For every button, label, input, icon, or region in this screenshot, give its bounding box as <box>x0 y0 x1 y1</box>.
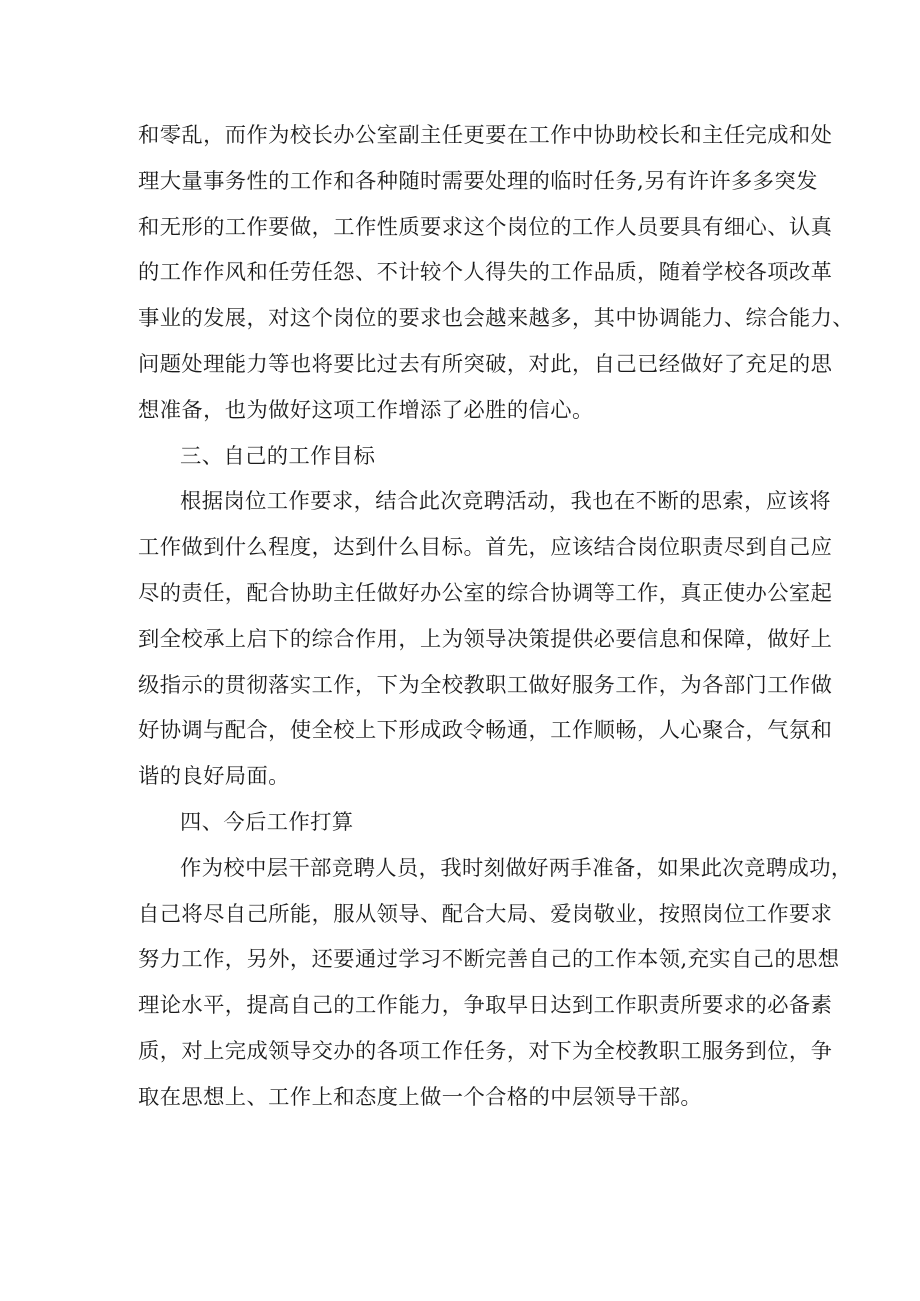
paragraph-line: 想准备，也为做好这项工作增添了必胜的信心。 <box>138 397 594 423</box>
paragraph-line: 谐的良好局面。 <box>138 764 290 790</box>
paragraph-line: 理大量事务性的工作和各种随时需要处理的临时任务,另有许许多多突发 <box>138 168 818 194</box>
paragraph-line: 尽的责任，配合协助主任做好办公室的综合协调等工作，真正使办公室起 <box>138 580 833 606</box>
paragraph-line: 根据岗位工作要求，结合此次竞聘活动，我也在不断的思索，应该将 <box>180 489 831 515</box>
paragraph-line: 事业的发展，对这个岗位的要求也会越来越多，其中协调能力、综合能力、 <box>138 306 855 332</box>
paragraph-line: 工作做到什么程度，达到什么目标。首先，应该结合岗位职责尽到自己应 <box>138 535 833 561</box>
paragraph-line: 的工作作风和任劳任怨、不计较个人得失的工作品质，随着学校各项改革 <box>138 260 833 286</box>
paragraph-line: 作为校中层干部竞聘人员，我时刻做好两手准备，如果此次竞聘成功， <box>180 855 853 881</box>
paragraph-line: 到全校承上启下的综合作用，上为领导决策提供必要信息和保障，做好上 <box>138 626 833 652</box>
paragraph-line: 问题处理能力等也将要比过去有所突破，对此，自己已经做好了充足的思 <box>138 351 833 377</box>
paragraph-line: 理论水平，提高自己的工作能力，争取早日达到工作职责所要求的必备素 <box>138 993 833 1019</box>
paragraph-line: 取在思想上、工作上和态度上做一个合格的中层领导干部。 <box>138 1084 703 1110</box>
paragraph-line: 自己将尽自己所能，服从领导、配合大局、爱岗敬业，按照岗位工作要求 <box>138 901 833 927</box>
section-heading-plans: 四、今后工作打算 <box>180 809 354 835</box>
paragraph-line: 好协调与配合，使全校上下形成政令畅通，工作顺畅，人心聚合，气氛和 <box>138 718 833 744</box>
paragraph-line: 和零乱，而作为校长办公室副主任更要在工作中协助校长和主任完成和处 <box>138 123 833 148</box>
section-heading-goals: 三、自己的工作目标 <box>180 443 376 469</box>
paragraph-line: 努力工作，另外，还要通过学习不断完善自己的工作本领,充实自己的思想 <box>138 947 840 973</box>
paragraph-line: 质，对上完成领导交办的各项工作任务，对下为全校教职工服务到位，争 <box>138 1038 833 1064</box>
paragraph-line: 和无形的工作要做，工作性质要求这个岗位的工作人员要具有细心、认真 <box>138 214 833 240</box>
document-body <box>138 113 855 1121</box>
paragraph-line: 级指示的贯彻落实工作，下为全校教职工做好服务工作，为各部门工作做 <box>138 672 833 698</box>
